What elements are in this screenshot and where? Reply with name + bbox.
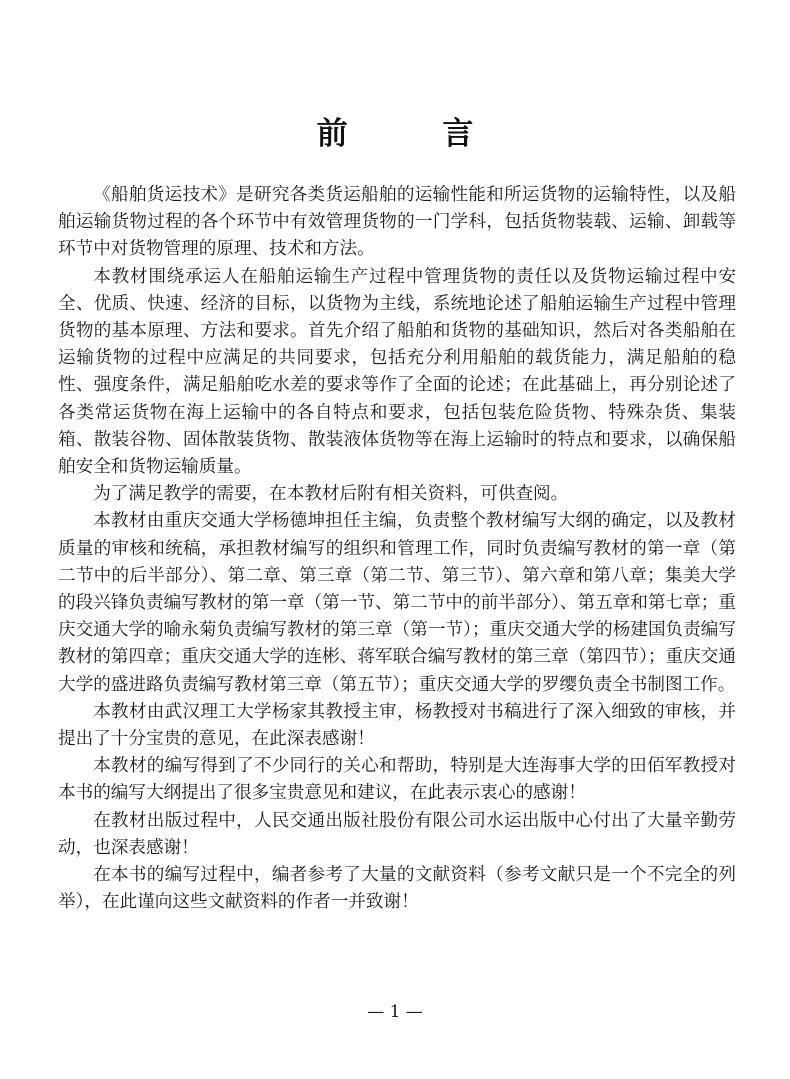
paragraph-8: 在本书的编写过程中，编者参考了大量的文献资料（参考文献只是一个不完全的列举），在此谨向这些文献资料的作者一并致谢！: [58, 865, 736, 913]
paragraph-1: 《船舶货运技术》是研究各类货运船舶的运输性能和所运货物的运输特性，以及船舶运输货物过程的各个环节中有效管理货物的一门学科，包括货物装载、运输、卸载等环节中对货物管理的原理、技术和方法。: [58, 185, 736, 260]
preface-body: [58, 182, 736, 916]
paragraph-3: 为了满足教学的需要，在本教材后附有相关资料，可供查阅。: [93, 484, 569, 505]
page-number: — 1 —: [367, 1002, 423, 1022]
paragraph-6: 本教材的编写得到了不少同行的关心和帮助，特别是大连海事大学的田佰军教授对本书的编写大纲提出了很多宝贵意见和建议，在此表示衷心的感谢！: [58, 756, 736, 804]
paragraph-2: 本教材围绕承运人在船舶运输生产过程中管理货物的责任以及货物运输过程中安全、优质、快速、经济的目标，以货物为主线，系统地论述了船舶运输生产过程中管理货物的基本原理、方法和要求。首先介绍了船舶和货物的基础知识，然后对各类船舶在运输货物的过程中应满足的共同要求，包括充分利用船舶的载货能力，满足船舶的稳性、强度条件，满足船舶吃水差的要求等作了全面的论述；在此基础上，再分别论述了各类常运货物在海上运输中的各自特点和要求，包括包装危险货物、特殊杂货、集装箱、散装谷物、固体散装货物、散装液体货物等在海上运输时的特点和要求，以确保船舶安全和货物运输质量。: [58, 266, 736, 478]
page-title: 前 言: [316, 116, 516, 152]
paragraph-4: 本教材由重庆交通大学杨德坤担任主编，负责整个教材编写大纲的确定，以及教材质量的审核和统稿，承担教材编写的组织和管理工作，同时负责编写教材的第一章（第二节中的后半部分）、第二章、第三章（第二节、第三节）、第六章和第八章；集美大学的段兴锋负责编写教材的第一章（第一节、第二节中的前半部分）、第五章和第七章；重庆交通大学的喻永菊负责编写教材的第三章（第一节）；重庆交通大学的杨建国负责编写教材的第四章；重庆交通大学的连彬、蒋军联合编写教材的第三章（第四节）；重庆交通大学的盛进路负责编写教材第三章（第五节）；重庆交通大学的罗缨负责全书制图工作。: [58, 511, 736, 695]
paragraph-7: 在教材出版过程中，人民交通出版社股份有限公司水运出版中心付出了大量辛勤劳动，也深表感谢！: [58, 810, 736, 858]
paragraph-5: 本教材由武汉理工大学杨家其教授主审，杨教授对书稿进行了深入细致的审核，并提出了十分宝贵的意见，在此深表感谢！: [58, 701, 736, 750]
